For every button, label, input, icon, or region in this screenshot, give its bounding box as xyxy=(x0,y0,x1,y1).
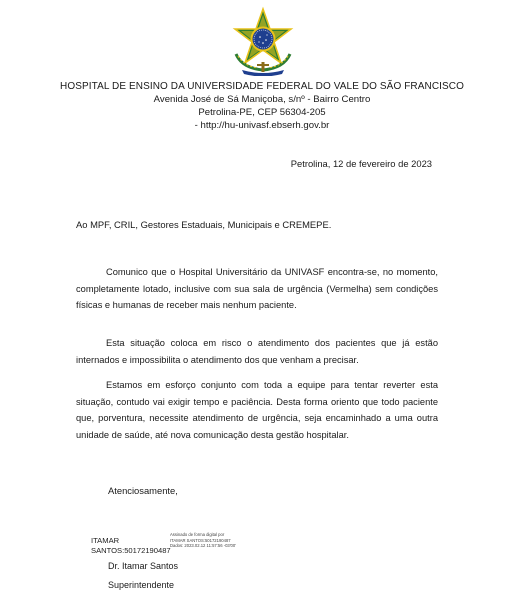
stamp-line-2: ITAMAR SANTOS:50172190487 xyxy=(170,537,231,543)
brasao-republica-icon xyxy=(228,6,298,76)
signature-name-line-1: ITAMAR xyxy=(91,536,120,545)
signer-title: Superintendente xyxy=(108,580,175,590)
recipient-line: Ao MPF, CRIL, Gestores Estaduais, Municipais e CREMEPE. xyxy=(76,219,332,230)
date-line: Petrolina, 12 de fevereiro de 2023 xyxy=(290,158,432,169)
institution-name: HOSPITAL DE ENSINO DA UNIVERSIDADE FEDERAL DO VALE DO SÃO FRANCISCO xyxy=(60,81,465,92)
digital-signature-name xyxy=(91,536,171,556)
website-line: - http://hu-univasf.ebserh.gov.br xyxy=(194,120,330,131)
body-paragraph-1: Comunico que o Hospital Universitário da UNIVASF encontra-se, no momento, completamente lotado, inclusive com sua sala de urgência (Vermelha) sem condições físicas e humanas de receber mais nenhum paciente. xyxy=(76,267,438,310)
city-cep-line: Petrolina-PE, CEP 56304-205 xyxy=(198,107,326,118)
digital-signature-stamp xyxy=(170,532,260,549)
letterhead xyxy=(60,80,464,132)
stamp-line-1: Assinado de forma digital por xyxy=(170,532,225,537)
stamp-line-3: Dados: 2023.02.12 11:57:56 -03'00' xyxy=(170,543,237,549)
signer-name: Dr. Itamar Santos xyxy=(108,561,179,571)
body-paragraph-2: Esta situação coloca em risco o atendimento dos pacientes que já estão internados e impossibilita o atendimento dos que venham a precisar. xyxy=(76,338,438,365)
address-line: Avenida José de Sá Maniçoba, s/nº - Bairro Centro xyxy=(153,94,371,105)
signature-name-line-2: SANTOS:50172190487 xyxy=(91,546,171,555)
body-paragraph-3: Estamos em esforço conjunto com toda a equipe para tentar reverter esta situação, contudo vai exigir tempo e paciência. Desta forma oriento que todo paciente que, porventura, necessite atendimento de urgência, seja encaminhado a uma outra unidade de saúde, até nova comunicação desta gestão hospitalar. xyxy=(76,380,438,440)
closing-line: Atenciosamente, xyxy=(108,485,178,496)
